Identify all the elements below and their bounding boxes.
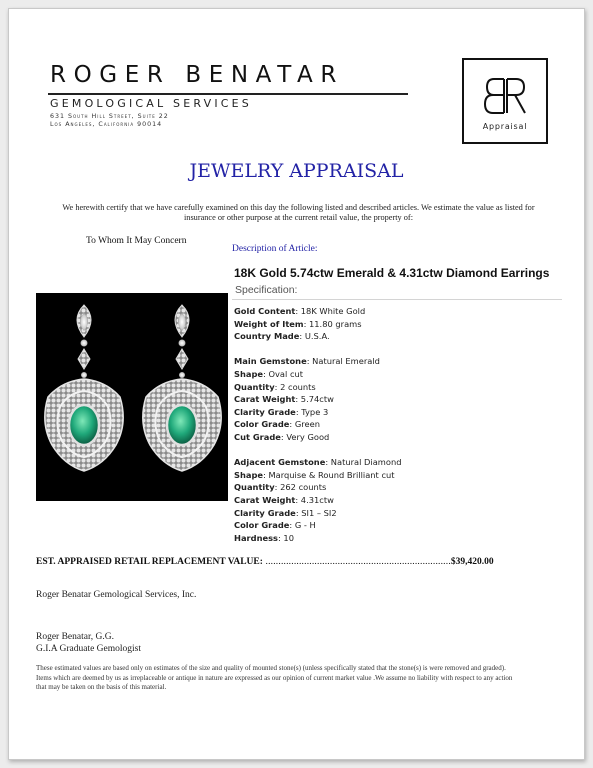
- spec-adjacent-carat-weight: Carat Weight: 4.31ctw: [234, 494, 334, 505]
- company-subtitle: GEMOLOGICAL SERVICES: [50, 97, 252, 110]
- earrings-photo: [36, 293, 228, 501]
- spec-adjacent-quantity: Quantity: 262 counts: [234, 482, 327, 493]
- disclaimer-text: These estimated values are based only on estimates of the size and quality of mounted stone(s) (unless specifically stated that the stone(s) is were removed and graded). Items which are deemed by us as irreplaceable or antique in nature are expressed as our opinion of current market value .We assume no liability with respect to any action that may be taken on the basis of this material.: [36, 664, 513, 691]
- spec-main-carat-weight: Carat Weight: 5.74ctw: [234, 394, 334, 405]
- company-name-rule: [48, 93, 408, 95]
- spec-main-color: Color Grade: Green: [234, 419, 320, 430]
- description-label: Description of Article:: [232, 244, 318, 254]
- address-line-2: Los Angeles, California 90014: [50, 121, 163, 128]
- address-line-1: 631 South Hill Street, Suite 22: [50, 113, 169, 120]
- item-title: 18K Gold 5.74ctw Emerald & 4.31ctw Diamond Earrings: [234, 266, 550, 280]
- specification-underline: [232, 299, 562, 300]
- spec-adjacent-gemstone: Adjacent Gemstone: Natural Diamond: [234, 457, 402, 468]
- spec-main-clarity: Clarity Grade: Type 3: [234, 406, 329, 417]
- appraised-value-label: EST. APPRAISED RETAIL REPLACEMENT VALUE:: [36, 557, 263, 567]
- signatory-title: G.I.A Graduate Gemologist: [36, 644, 142, 654]
- document-title: JEWELRY APPRAISAL: [189, 160, 404, 182]
- appraised-value-line: [36, 557, 496, 567]
- br-monogram-icon: [484, 76, 528, 116]
- spec-hardness: Hardness: 10: [234, 532, 294, 543]
- spec-adjacent-clarity: Clarity Grade: SI1 – SI2: [234, 507, 337, 518]
- spec-main-quantity: Quantity: 2 counts: [234, 381, 316, 392]
- spec-main-gemstone: Main Gemstone: Natural Emerald: [234, 356, 380, 367]
- spec-adjacent-color: Color Grade: G - H: [234, 520, 316, 531]
- appraised-value-leader: ........................................................................: [262, 557, 451, 567]
- spec-adjacent-shape: Shape: Marquise & Round Brilliant cut: [234, 469, 395, 480]
- specification-list: [234, 305, 564, 544]
- signatory-name: Roger Benatar, G.G.: [36, 632, 114, 642]
- specification-label: Specification:: [235, 284, 298, 296]
- logo-caption: Appraisal: [482, 122, 528, 131]
- spec-weight-of-item: Weight of Item: 11.80 grams: [234, 318, 362, 329]
- recipient: To Whom It May Concern: [86, 236, 187, 246]
- appraisal-logo: [462, 58, 548, 144]
- spec-main-shape: Shape: Oval cut: [234, 368, 304, 379]
- left-earring: [45, 305, 123, 471]
- spec-gold-content: Gold Content: 18K White Gold: [234, 306, 366, 316]
- right-earring: [143, 305, 221, 471]
- spec-country-made: Country Made: U.S.A.: [234, 331, 330, 342]
- appraised-value-amount: $39,420.00: [450, 557, 494, 567]
- company-line: Roger Benatar Gemological Services, Inc.: [36, 590, 197, 600]
- company-name: ROGER BENATAR: [50, 62, 344, 88]
- certification-text: We herewith certify that we have carefully examined on this day the following listed and described articles. We estimate the value as listed for insurance or other purpose at the current retail value, the property of:: [62, 203, 535, 222]
- spec-main-cut: Cut Grade: Very Good: [234, 431, 330, 442]
- earrings-illustration: [36, 293, 228, 501]
